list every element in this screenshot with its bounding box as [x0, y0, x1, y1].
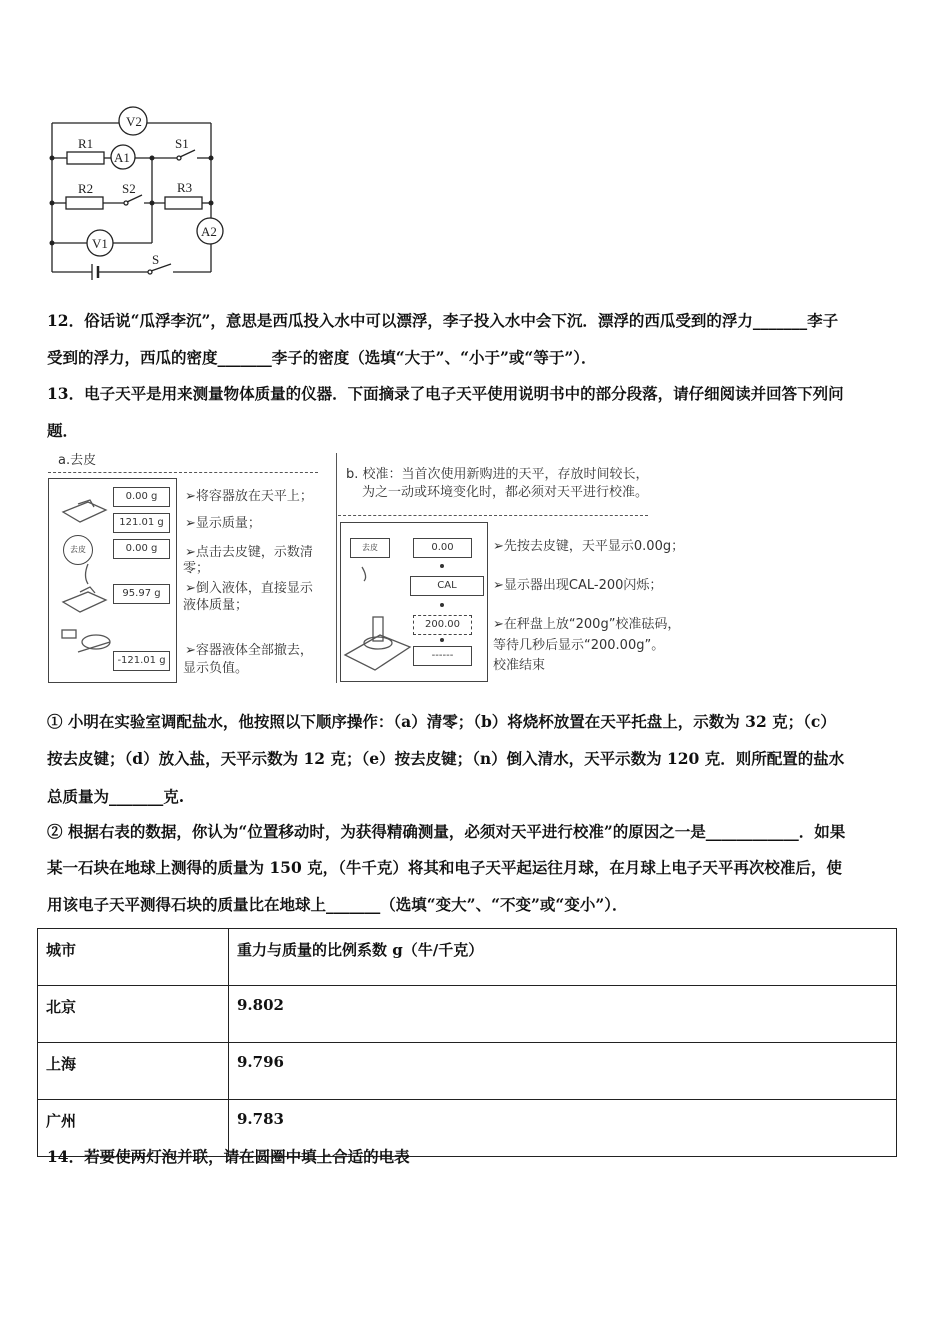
label-s: S	[152, 252, 160, 267]
q13-line2: 题．	[47, 421, 79, 440]
label-r3: R3	[177, 180, 193, 195]
a-step-1: ➢将容器放在天平上；	[185, 489, 313, 504]
gravity-table	[37, 928, 897, 1157]
a-display-5: -121.01 g	[113, 651, 170, 671]
b-display-2: CAL	[410, 576, 484, 596]
b-tare-button: 去皮	[350, 538, 390, 558]
b-display-1: 0.00	[413, 538, 472, 558]
label-r2: R2	[78, 181, 94, 196]
resistor-r2	[66, 197, 103, 209]
q13-line1: 13．电子天平是用来测量物体质量的仪器．下面摘录了电子天平使用说明书中的部分段落，请仔细阅读并回答下列问	[47, 384, 844, 403]
label-v2: V2	[126, 114, 142, 129]
table-cell: 上海	[38, 1043, 229, 1100]
b-title-1: b. 校准：当首次使用新购进的天平，存放时间较长，	[346, 467, 649, 482]
b-step-3b: 等待几秒后显示“200.00g”。	[493, 638, 665, 653]
label-a2: A2	[201, 224, 217, 239]
a-step-5: ➢容器液体全部撤去，	[185, 643, 313, 658]
q13-p2-line1: ② 根据右表的数据，你认为“位置移动时，为获得精确测量，必须对天平进行校准”的原因之一是____________．如果	[47, 822, 846, 841]
table-row	[38, 1043, 897, 1100]
b-step-2: ➢显示器出现CAL-200闪烁；	[493, 578, 663, 593]
table-cell: 广州	[38, 1100, 229, 1157]
b-step-3: ➢在秤盘上放“200g”校准砝码，	[493, 617, 681, 632]
balance-icons	[58, 482, 113, 677]
b-title-2: 为之一动或环境变化时，都必须对天平进行校准。	[362, 485, 649, 500]
calibration-balance-icon	[340, 555, 415, 680]
table-cell: 9.783	[229, 1100, 897, 1157]
b-step-1: ➢先按去皮键，天平显示0.00g；	[493, 539, 685, 554]
tare-button-icon: 去皮	[63, 535, 93, 565]
b-display-4: ------	[413, 646, 472, 666]
table-cell: 9.802	[229, 986, 897, 1043]
resistor-r1	[67, 152, 104, 164]
label-r1: R1	[78, 136, 94, 151]
q13-p1-line1: ① 小明在实验室调配盐水，他按照以下顺序操作：（a）清零；（b）将烧杯放置在天平托盘上，示数为 32 克；（c）	[47, 712, 836, 731]
table-row	[38, 986, 897, 1043]
a-display-2: 121.01 g	[113, 513, 170, 533]
label-v1: V1	[92, 236, 108, 251]
table-cell: 北京	[38, 986, 229, 1043]
label-a1: A1	[114, 150, 130, 165]
label-s1: S1	[175, 136, 189, 151]
q13-p1-line2: 按去皮键；（d）放入盐，天平示数为 12 克；（e）按去皮键；（n）倒入清水，天平示数为 120 克．则所配置的盐水	[47, 749, 845, 768]
b-display-3: 200.00	[413, 615, 472, 635]
resistor-r3	[165, 197, 202, 209]
table-header: 城市	[38, 929, 229, 986]
label-s2: S2	[122, 181, 136, 196]
a-display-3: 0.00 g	[113, 539, 170, 559]
a-display-1: 0.00 g	[113, 487, 170, 507]
q13-p1-line3: 总质量为_______克.	[47, 787, 185, 806]
q13-p2-line2: 某一石块在地球上测得的质量为 150 克，（牛千克）将其和电子天平起运往月球，在月球上电子天平再次校准后，使	[47, 858, 842, 877]
q12-line2: 受到的浮力，西瓜的密度_______李子的密度（选填“大于”、“小于”或“等于”）．	[47, 348, 597, 367]
a-step-3b: 零；	[183, 561, 210, 576]
table-cell: 9.796	[229, 1043, 897, 1100]
table-header: 重力与质量的比例系数 g（牛/千克）	[229, 929, 897, 986]
a-display-4: 95.97 g	[113, 584, 170, 604]
table-header-row	[38, 929, 897, 986]
a-title: a.去皮	[58, 453, 97, 468]
q12-line1: 12．俗话说“瓜浮李沉”，意思是西瓜投入水中可以漂浮，李子投入水中会下沉．漂浮的西瓜受到的浮力_______李子	[47, 311, 839, 330]
a-step-3: ➢点击去皮键，示数清	[185, 545, 313, 560]
a-step-4: ➢倒入液体，直接显示	[185, 581, 313, 596]
q14-line1: 14．若要使两灯泡并联，请在圆圈中填上合适的电表	[47, 1147, 410, 1166]
q13-p2-line3: 用该电子天平测得石块的质量比在地球上_______（选填“变大”、“不变”或“变小”）．	[47, 895, 628, 914]
circuit-diagram	[0, 0, 240, 290]
a-step-5b: 显示负值。	[183, 661, 249, 676]
a-step-4b: 液体质量；	[183, 598, 249, 613]
b-step-3c: 校准结束	[493, 658, 546, 673]
a-step-2: ➢显示质量；	[185, 516, 261, 531]
